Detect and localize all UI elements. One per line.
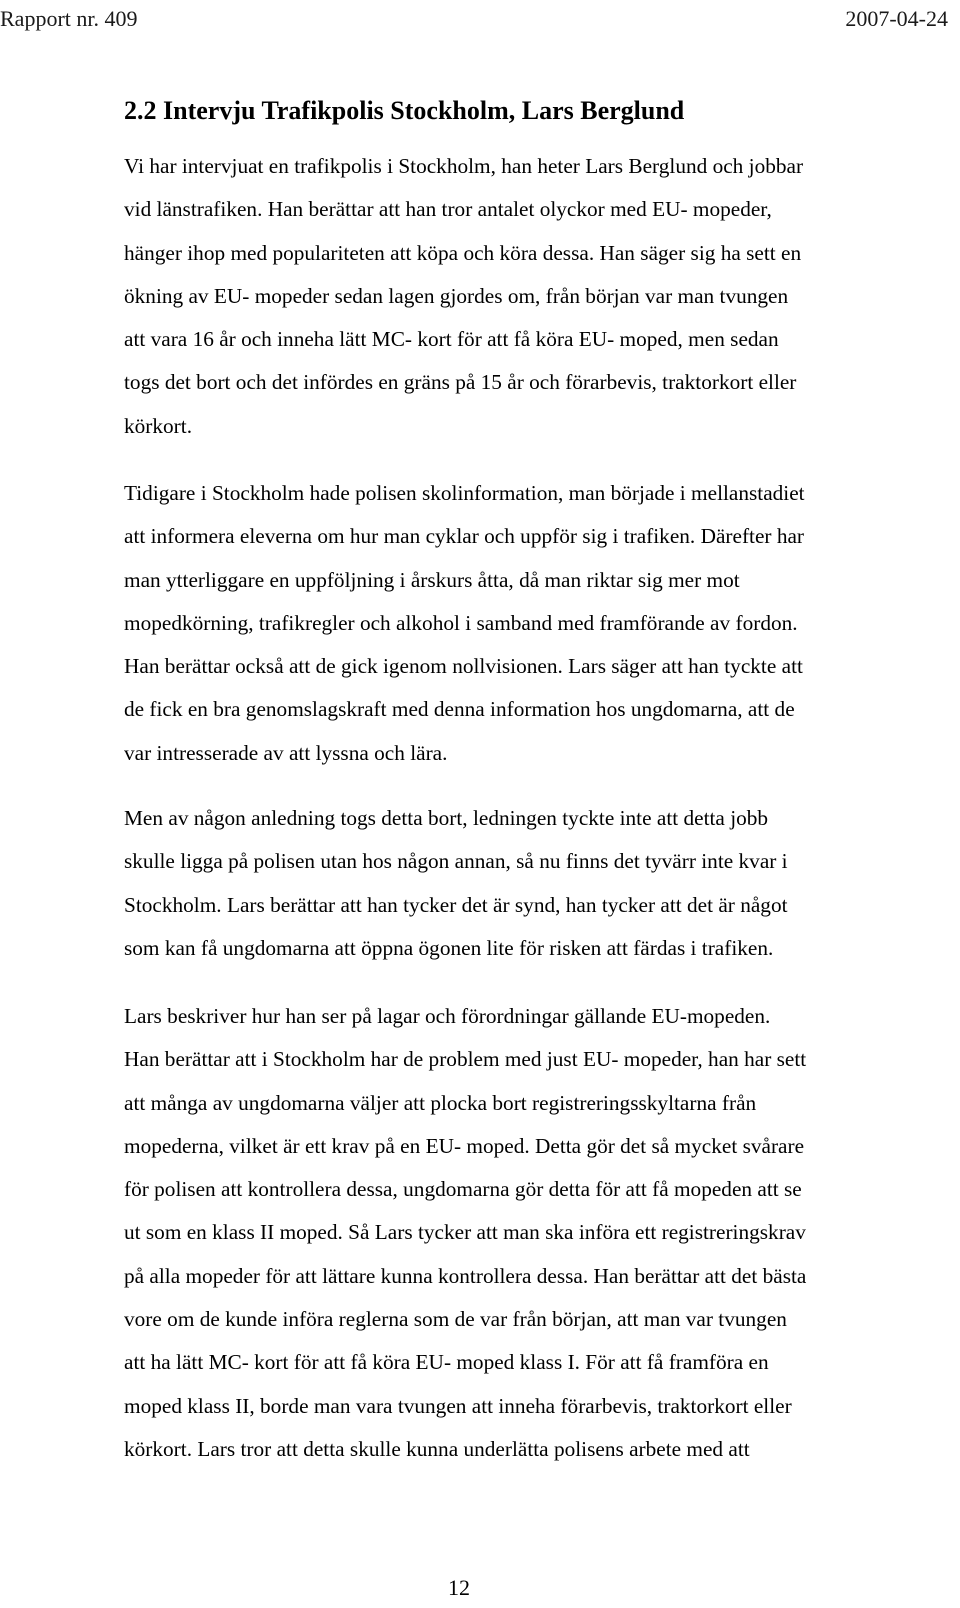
text-line: togs det bort och det infördes en gräns på 15 år och förarbevis, traktorkort eller [124,370,797,395]
text-line: Han berättar också att de gick igenom nollvisionen. Lars säger att han tyckte att [124,654,803,679]
text-line: för polisen att kontrollera dessa, ungdomarna gör detta för att få mopeden att se [124,1177,802,1202]
text-line: Vi har intervjuat en trafikpolis i Stockholm, han heter Lars Berglund och jobbar [124,154,804,178]
text-line: Han berättar att i Stockholm har de problem med just EU- mopeder, han har sett [124,1047,807,1072]
text-line: mopederna, vilket är ett krav på en EU- moped. Detta gör det så mycket svårare [124,1133,805,1158]
text-line: var intresserade av att lyssna och lära. [124,740,448,765]
text-line: körkort. Lars tror att detta skulle kunna underlätta polisens arbete med att [124,1436,750,1461]
text-line: man ytterliggare en uppföljning i årskurs åtta, då man riktar sig mer mot [124,567,740,592]
paragraph-3 [124,797,788,970]
report-number: Rapport nr. 409 [0,6,138,31]
report-date: 2007-04-24 [845,6,948,31]
paragraph-2 [124,472,805,775]
paragraph-4 [124,995,806,1471]
text-line: att vara 16 år och inneha lätt MC- kort för att få köra EU- moped, men sedan [124,327,779,352]
section-heading: 2.2 Intervju Trafikpolis Stockholm, Lars Berglund [124,96,685,125]
text-line: skulle ligga på polisen utan hos någon annan, så nu finns det tyvärr inte kvar i [124,849,788,874]
text-line: som kan få ungdomarna att öppna ögonen lite för risken att färdas i trafiken. [124,935,774,960]
text-line: ökning av EU- mopeder sedan lagen gjordes om, från början var man tvungen [124,283,789,308]
text-line: moped klass II, borde man vara tvungen att inneha förarbevis, traktorkort eller [124,1393,792,1418]
text-line: på alla mopeder för att lättare kunna kontrollera dessa. Han berättar att det bästa [124,1263,807,1288]
text-line: hänger ihop med populariteten att köpa och köra dessa. Han säger sig ha sett en [124,240,802,265]
text-line: ut som en klass II moped. Så Lars tycker att man ska införa ett registreringskrav [124,1220,806,1245]
text-line: att informera eleverna om hur man cyklar och uppför sig i trafiken. Därefter har [124,524,805,549]
text-line: de fick en bra genomslagskraft med denna information hos ungdomarna, att de [124,697,795,722]
text-line: Men av någon anledning togs detta bort, ledningen tyckte inte att detta jobb [124,806,769,830]
text-line: Lars beskriver hur han ser på lagar och förordningar gällande EU-mopeden. [124,1004,771,1028]
page-header [0,0,960,50]
text-line: att många av ungdomarna väljer att plocka bort registreringsskyltarna från [124,1090,757,1115]
text-line: att ha lätt MC- kort för att få köra EU- moped klass I. För att få framföra en [124,1350,769,1375]
paragraph-1 [124,145,803,448]
text-line: Tidigare i Stockholm hade polisen skolinformation, man började i mellanstadiet [124,481,805,505]
text-line: Stockholm. Lars berättar att han tycker det är synd, han tycker att det är något [124,892,788,917]
text-line: vid länstrafiken. Han berättar att han tror antalet olyckor med EU- mopeder, [124,197,772,222]
text-line: mopedkörning, trafikregler och alkohol i samband med framförande av fordon. [124,610,798,635]
text-line: vore om de kunde införa reglerna som de var från början, att man var tvungen [124,1307,787,1332]
text-line: körkort. [124,413,193,438]
page-number: 12 [448,1575,470,1600]
